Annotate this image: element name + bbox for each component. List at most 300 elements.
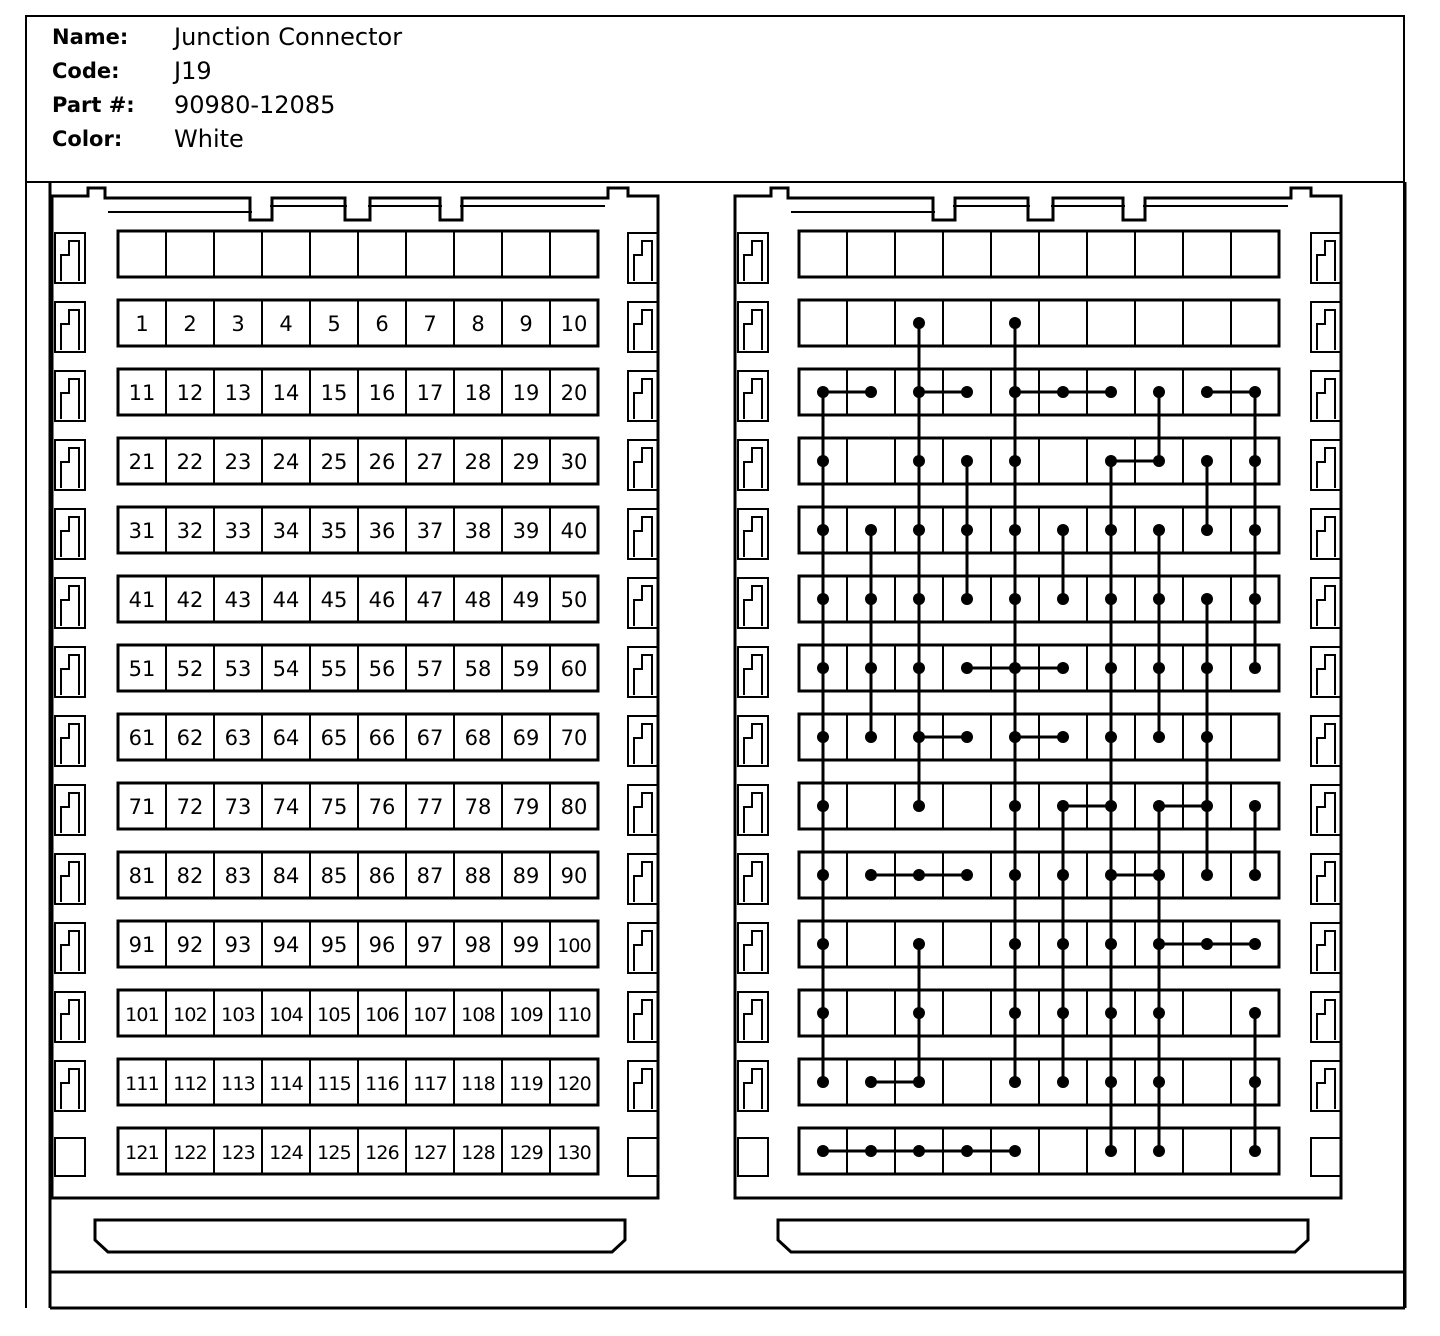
connection-dot xyxy=(817,1007,829,1019)
pin-number-label: 96 xyxy=(368,933,396,957)
pin-number-label: 94 xyxy=(272,933,300,957)
pin-number-label: 76 xyxy=(368,795,396,819)
connection-dot xyxy=(1009,593,1021,605)
pin-number-label: 12 xyxy=(176,381,204,405)
pin-number-label: 19 xyxy=(512,381,540,405)
pin-number-label: 8 xyxy=(471,312,485,336)
connection-dot xyxy=(961,455,973,467)
pin-number-label: 53 xyxy=(224,657,252,681)
pin-number-label: 87 xyxy=(416,864,444,888)
pin-number-label: 51 xyxy=(128,657,156,681)
pin-number-label: 20 xyxy=(560,381,588,405)
connection-dot xyxy=(1153,731,1165,743)
right-pin-cavity xyxy=(1135,300,1183,346)
pin-number-label: 114 xyxy=(269,1073,303,1095)
pin-number-label: 25 xyxy=(320,450,348,474)
pin-number-label: 21 xyxy=(128,450,156,474)
connection-dot xyxy=(1153,455,1165,467)
connection-dot xyxy=(1105,1145,1117,1157)
pin-number-label: 69 xyxy=(512,726,540,750)
left-pin-cavity xyxy=(166,231,214,277)
right-bottom-latch xyxy=(778,1220,1308,1252)
pin-number-label: 73 xyxy=(224,795,252,819)
pin-number-label: 65 xyxy=(320,726,348,750)
pin-number-label: 99 xyxy=(512,933,540,957)
pin-number-label: 80 xyxy=(560,795,588,819)
pin-number-label: 91 xyxy=(128,933,156,957)
right-pin-cavity xyxy=(991,231,1039,277)
connection-dot xyxy=(961,731,973,743)
connection-dot xyxy=(817,455,829,467)
right-pin-cavity xyxy=(847,231,895,277)
pin-number-label: 127 xyxy=(413,1142,447,1164)
pin-number-label: 42 xyxy=(176,588,204,612)
connection-dot xyxy=(1009,731,1021,743)
pin-number-label: 41 xyxy=(128,588,156,612)
pin-number-label: 16 xyxy=(368,381,396,405)
connection-dot xyxy=(1201,731,1213,743)
pin-number-label: 121 xyxy=(125,1142,159,1164)
pin-number-label: 36 xyxy=(368,519,396,543)
connection-dot xyxy=(1249,386,1261,398)
left-pin-cavity xyxy=(358,231,406,277)
pin-number-label: 123 xyxy=(221,1142,255,1164)
right-pin-cavity xyxy=(1087,300,1135,346)
pin-number-label: 48 xyxy=(464,588,492,612)
pin-number-label: 29 xyxy=(512,450,540,474)
pin-number-label: 38 xyxy=(464,519,492,543)
pin-number-label: 125 xyxy=(317,1142,351,1164)
connection-dot xyxy=(1249,1076,1261,1088)
pin-number-label: 130 xyxy=(557,1142,591,1164)
connection-dot xyxy=(913,731,925,743)
right-pin-row xyxy=(799,990,1279,1036)
pin-number-label: 44 xyxy=(272,588,300,612)
pin-number-label: 83 xyxy=(224,864,252,888)
pin-number-label: 31 xyxy=(128,519,156,543)
left-pin-row xyxy=(118,921,598,967)
pin-number-label: 100 xyxy=(557,935,591,957)
right-pin-cavity xyxy=(1087,231,1135,277)
pin-number-label: 111 xyxy=(125,1073,159,1095)
right-pin-cavity xyxy=(943,231,991,277)
pin-number-label: 50 xyxy=(560,588,588,612)
connection-dot xyxy=(1201,800,1213,812)
pin-number-label: 112 xyxy=(173,1073,207,1095)
right-pin-cavity xyxy=(943,300,991,346)
connection-dot xyxy=(1249,938,1261,950)
pin-number-label: 104 xyxy=(269,1004,303,1026)
connection-dot xyxy=(1057,386,1069,398)
right-pin-cavity xyxy=(895,231,943,277)
pin-number-label: 11 xyxy=(128,381,156,405)
pin-number-label: 37 xyxy=(416,519,444,543)
connection-dot xyxy=(1153,593,1165,605)
connection-dot xyxy=(1057,524,1069,536)
left-left-locking-teeth xyxy=(55,233,85,1176)
left-pin-cavity xyxy=(550,231,598,277)
pin-number-label: 61 xyxy=(128,726,156,750)
connection-dot xyxy=(865,731,877,743)
pin-number-label: 45 xyxy=(320,588,348,612)
pin-number-label: 92 xyxy=(176,933,204,957)
connection-dot xyxy=(1249,869,1261,881)
right-pin-cavity xyxy=(1231,231,1279,277)
connection-dot xyxy=(1201,938,1213,950)
left-pin-cavity xyxy=(118,231,166,277)
left-pin-cavity xyxy=(310,231,358,277)
pin-number-label: 128 xyxy=(461,1142,495,1164)
code-label: Code: xyxy=(52,59,120,83)
pin-number-label: 78 xyxy=(464,795,492,819)
connection-dot xyxy=(1153,386,1165,398)
left-pin-cavity xyxy=(262,231,310,277)
pin-number-label: 103 xyxy=(221,1004,255,1026)
connection-dot xyxy=(1153,938,1165,950)
connection-dot xyxy=(1201,662,1213,674)
connection-dot xyxy=(961,386,973,398)
right-pin-cavity xyxy=(1183,1128,1231,1174)
connection-dot xyxy=(1105,662,1117,674)
connection-dot xyxy=(1057,800,1069,812)
connection-dot xyxy=(1201,593,1213,605)
pin-number-label: 17 xyxy=(416,381,444,405)
connection-dot xyxy=(1249,455,1261,467)
right-pin-row xyxy=(799,300,1279,346)
pin-number-label: 106 xyxy=(365,1004,399,1026)
connection-dot xyxy=(1009,938,1021,950)
connection-dot xyxy=(913,524,925,536)
pin-number-label: 117 xyxy=(413,1073,447,1095)
right-pin-cavity xyxy=(943,1059,991,1105)
pin-number-label: 109 xyxy=(509,1004,543,1026)
pin-number-label: 26 xyxy=(368,450,396,474)
connection-dot xyxy=(913,869,925,881)
right-pin-row xyxy=(799,231,1279,277)
connection-dot xyxy=(1249,524,1261,536)
pin-number-label: 70 xyxy=(560,726,588,750)
pin-number-label: 122 xyxy=(173,1142,207,1164)
connection-dot xyxy=(1009,1007,1021,1019)
pin-number-label: 35 xyxy=(320,519,348,543)
pin-number-label: 98 xyxy=(464,933,492,957)
connection-dot xyxy=(913,800,925,812)
pin-number-label: 9 xyxy=(519,312,533,336)
right-pin-cavity xyxy=(943,990,991,1036)
pin-number-label: 89 xyxy=(512,864,540,888)
connection-dot xyxy=(865,869,877,881)
connection-dot xyxy=(1105,1076,1117,1088)
pin-number-label: 120 xyxy=(557,1073,591,1095)
connection-dot xyxy=(1009,869,1021,881)
connection-dot xyxy=(913,386,925,398)
connection-dot xyxy=(865,662,877,674)
pin-number-label: 86 xyxy=(368,864,396,888)
connection-dot xyxy=(1057,938,1069,950)
right-pin-cavity xyxy=(1039,231,1087,277)
pin-number-label: 46 xyxy=(368,588,396,612)
connection-dot xyxy=(817,662,829,674)
pin-number-label: 27 xyxy=(416,450,444,474)
pin-number-label: 105 xyxy=(317,1004,351,1026)
connection-dot xyxy=(817,386,829,398)
pin-number-label: 110 xyxy=(557,1004,591,1026)
pin-number-label: 77 xyxy=(416,795,444,819)
left-pin-row xyxy=(118,300,598,346)
pin-number-label: 22 xyxy=(176,450,204,474)
pin-number-label: 126 xyxy=(365,1142,399,1164)
pin-number-label: 34 xyxy=(272,519,300,543)
pin-number-label: 32 xyxy=(176,519,204,543)
name-label: Name: xyxy=(52,25,129,49)
connection-dot xyxy=(1057,869,1069,881)
pin-number-label: 107 xyxy=(413,1004,447,1026)
pin-number-label: 74 xyxy=(272,795,300,819)
right-pin-cavity xyxy=(1231,300,1279,346)
right-pin-cavity xyxy=(1135,231,1183,277)
pin-number-label: 18 xyxy=(464,381,492,405)
connection-dot xyxy=(1201,524,1213,536)
left-pin-row xyxy=(118,438,598,484)
pin-number-label: 5 xyxy=(327,312,341,336)
right-pin-cavity xyxy=(847,921,895,967)
pin-number-label: 33 xyxy=(224,519,252,543)
connection-dot xyxy=(1105,869,1117,881)
connection-dot xyxy=(1201,386,1213,398)
right-pin-cavity xyxy=(799,231,847,277)
right-pin-cavity xyxy=(1039,1128,1087,1174)
connection-dot xyxy=(865,386,877,398)
pin-number-label: 15 xyxy=(320,381,348,405)
right-pin-cavity xyxy=(943,921,991,967)
pin-number-label: 60 xyxy=(560,657,588,681)
pin-number-label: 6 xyxy=(375,312,389,336)
pin-number-label: 68 xyxy=(464,726,492,750)
pin-number-label: 116 xyxy=(365,1073,399,1095)
connection-dot xyxy=(1153,800,1165,812)
connection-dot xyxy=(817,869,829,881)
pin-number-label: 82 xyxy=(176,864,204,888)
pin-number-label: 57 xyxy=(416,657,444,681)
connection-dot xyxy=(817,1076,829,1088)
right-pin-cavity xyxy=(1183,231,1231,277)
left-pin-row xyxy=(118,507,598,553)
pin-number-label: 72 xyxy=(176,795,204,819)
connection-dot xyxy=(961,869,973,881)
connection-dot xyxy=(913,317,925,329)
right-pin-cavity xyxy=(847,300,895,346)
right-pin-cavity xyxy=(847,990,895,1036)
connection-dot xyxy=(913,1145,925,1157)
connection-dot xyxy=(1009,455,1021,467)
connection-dot xyxy=(961,1145,973,1157)
pin-number-label: 101 xyxy=(125,1004,159,1026)
connection-dot xyxy=(817,938,829,950)
connection-dot xyxy=(1105,938,1117,950)
right-right-locking-teeth xyxy=(1311,233,1341,1176)
pin-number-label: 84 xyxy=(272,864,300,888)
connection-dot xyxy=(913,593,925,605)
connection-dot xyxy=(1249,593,1261,605)
connection-dot xyxy=(1249,1007,1261,1019)
connection-dot xyxy=(1105,731,1117,743)
code-value: J19 xyxy=(174,57,212,85)
pin-number-label: 118 xyxy=(461,1073,495,1095)
left-pin-row xyxy=(118,369,598,415)
part-number-label: Part #: xyxy=(52,93,135,117)
pin-number-label: 75 xyxy=(320,795,348,819)
pin-number-label: 47 xyxy=(416,588,444,612)
pin-number-label: 79 xyxy=(512,795,540,819)
pin-number-label: 115 xyxy=(317,1073,351,1095)
connection-dot xyxy=(1249,800,1261,812)
right-top-rail xyxy=(791,206,1288,212)
pin-number-label: 124 xyxy=(269,1142,303,1164)
pin-number-label: 88 xyxy=(464,864,492,888)
connection-dot xyxy=(1057,593,1069,605)
connection-dot xyxy=(961,593,973,605)
right-pin-cavity xyxy=(943,783,991,829)
left-pin-row xyxy=(118,645,598,691)
connection-dot xyxy=(913,455,925,467)
connection-dot xyxy=(1153,1007,1165,1019)
connection-dot xyxy=(1009,1076,1021,1088)
connection-dot xyxy=(817,731,829,743)
connection-dot xyxy=(865,593,877,605)
connection-dot xyxy=(1009,662,1021,674)
pin-number-label: 55 xyxy=(320,657,348,681)
connection-dot xyxy=(1249,662,1261,674)
pin-number-label: 13 xyxy=(224,381,252,405)
left-pin-row xyxy=(118,990,598,1036)
connection-dot xyxy=(865,524,877,536)
connection-dot xyxy=(817,593,829,605)
right-pin-cavity xyxy=(847,783,895,829)
pin-number-label: 7 xyxy=(423,312,437,336)
left-top-rail xyxy=(108,206,605,212)
part-number-value: 90980-12085 xyxy=(174,91,336,119)
connection-dot xyxy=(913,1007,925,1019)
connection-dot xyxy=(1105,593,1117,605)
pin-number-label: 28 xyxy=(464,450,492,474)
left-pin-cavity xyxy=(406,231,454,277)
left-right-locking-teeth xyxy=(628,233,658,1176)
left-pin-cavity xyxy=(454,231,502,277)
color-label: Color: xyxy=(52,127,123,151)
name-value: Junction Connector xyxy=(174,23,403,51)
connection-dot xyxy=(913,1076,925,1088)
connection-dot xyxy=(1153,662,1165,674)
pin-number-label: 58 xyxy=(464,657,492,681)
connection-dot xyxy=(1249,1145,1261,1157)
connection-dot xyxy=(817,524,829,536)
right-pin-cavity xyxy=(1183,990,1231,1036)
connection-dot xyxy=(1105,455,1117,467)
connection-dot xyxy=(1105,524,1117,536)
pin-number-label: 49 xyxy=(512,588,540,612)
left-pin-row xyxy=(118,576,598,622)
connection-dot xyxy=(865,1076,877,1088)
right-pin-cavity xyxy=(1039,300,1087,346)
connection-dot xyxy=(913,938,925,950)
pin-number-label: 30 xyxy=(560,450,588,474)
left-pin-row xyxy=(118,1059,598,1105)
left-pin-row xyxy=(118,783,598,829)
right-pin-cavity xyxy=(1183,300,1231,346)
right-pin-cavity xyxy=(1039,438,1087,484)
connection-dot xyxy=(1009,1145,1021,1157)
connection-dot xyxy=(1105,386,1117,398)
pin-number-label: 64 xyxy=(272,726,300,750)
connection-dot xyxy=(1153,524,1165,536)
pin-number-label: 90 xyxy=(560,864,588,888)
connection-dot xyxy=(1057,731,1069,743)
connection-dot xyxy=(961,662,973,674)
pin-number-label: 97 xyxy=(416,933,444,957)
pin-number-label: 95 xyxy=(320,933,348,957)
pin-number-label: 63 xyxy=(224,726,252,750)
connector-wiring-view xyxy=(735,188,1341,1252)
right-pin-cavity xyxy=(1231,714,1279,760)
pin-number-label: 66 xyxy=(368,726,396,750)
pin-number-label: 62 xyxy=(176,726,204,750)
pin-number-label: 119 xyxy=(509,1073,543,1095)
connection-dot xyxy=(961,524,973,536)
connection-dot xyxy=(1057,1076,1069,1088)
pin-number-label: 39 xyxy=(512,519,540,543)
connection-dot xyxy=(1153,869,1165,881)
connector-pin-number-view xyxy=(52,188,658,1252)
pin-number-label: 71 xyxy=(128,795,156,819)
connection-dot xyxy=(1009,317,1021,329)
pin-number-label: 2 xyxy=(183,312,197,336)
pin-number-label: 85 xyxy=(320,864,348,888)
connection-dot xyxy=(1009,386,1021,398)
connection-dot xyxy=(817,800,829,812)
color-value: White xyxy=(174,125,244,153)
pin-number-label: 10 xyxy=(560,312,588,336)
left-pin-cavity xyxy=(502,231,550,277)
left-pin-row xyxy=(118,714,598,760)
pin-number-label: 3 xyxy=(231,312,245,336)
connection-dot xyxy=(1009,800,1021,812)
connection-dot xyxy=(1201,455,1213,467)
left-bottom-latch xyxy=(95,1220,625,1252)
pin-number-label: 24 xyxy=(272,450,300,474)
pin-number-label: 59 xyxy=(512,657,540,681)
connection-dot xyxy=(865,1145,877,1157)
right-pin-cavity xyxy=(847,438,895,484)
left-pin-row xyxy=(118,1128,598,1174)
connection-dot xyxy=(1105,1007,1117,1019)
pin-number-label: 52 xyxy=(176,657,204,681)
connection-dot xyxy=(1153,1076,1165,1088)
pin-number-label: 23 xyxy=(224,450,252,474)
right-pin-cavity xyxy=(1183,1059,1231,1105)
pin-number-label: 102 xyxy=(173,1004,207,1026)
pin-number-label: 67 xyxy=(416,726,444,750)
left-pin-row xyxy=(118,852,598,898)
left-pin-row xyxy=(118,231,598,277)
right-left-locking-teeth xyxy=(738,233,768,1176)
connection-dot xyxy=(817,1145,829,1157)
pin-number-label: 14 xyxy=(272,381,300,405)
pin-number-label: 81 xyxy=(128,864,156,888)
connection-dot xyxy=(1201,869,1213,881)
connection-dot xyxy=(1057,1007,1069,1019)
pin-number-label: 4 xyxy=(279,312,293,336)
connection-dot xyxy=(1057,662,1069,674)
